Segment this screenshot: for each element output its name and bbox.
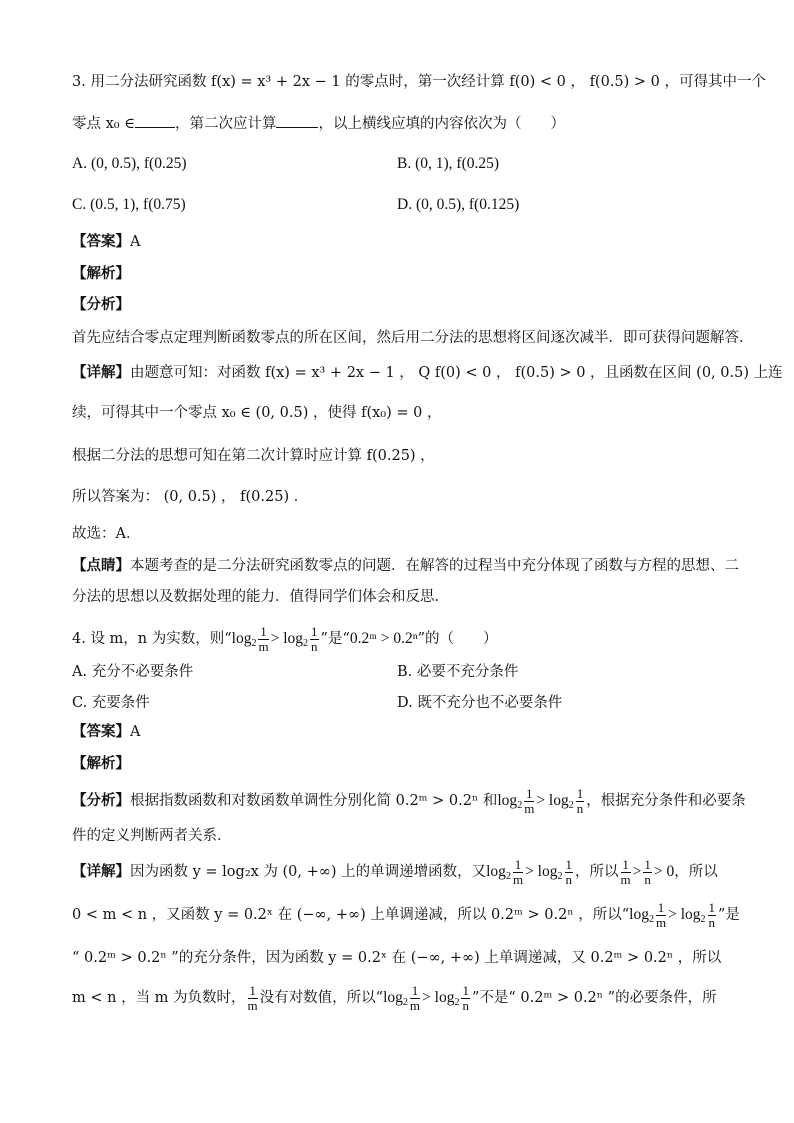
answer-tag: 【答案】 bbox=[72, 724, 130, 740]
q3-option-b: B. (0, 1), f(0.25) bbox=[397, 155, 500, 172]
q3-detail-line3: 根据二分法的思想可知在第二次计算时应计算 f(0.25) ， bbox=[72, 448, 435, 464]
q3-fenxi-tag: 【分析】 bbox=[72, 297, 130, 313]
q3-option-c: C. (0.5, 1), f(0.75) bbox=[72, 196, 186, 213]
q4-detail-4c: ”不是“ 0.2ᵐ > 0.2ⁿ ”的必要条件，所 bbox=[471, 990, 717, 1006]
q3-dianjing-line2: 分法的思想以及数据处理的能力．值得同学们体会和反思． bbox=[72, 589, 449, 605]
q4-detail-2b: ”是 bbox=[718, 907, 740, 923]
q4-analysis-tag: 【解析】 bbox=[72, 756, 130, 772]
q4-option-c: C. 充要条件 bbox=[72, 695, 150, 711]
fraction-inequality: $\frac{1}{m}$ > $\frac{1}{n}$ > 0 bbox=[620, 856, 675, 887]
detail-tag: 【详解】 bbox=[72, 365, 130, 381]
q4-detail-1b: ，所以 bbox=[575, 864, 619, 880]
q4-detail-line4 bbox=[72, 983, 722, 1018]
answer-value: A bbox=[130, 234, 141, 250]
q3-detail-line4: 所以答案为： (0, 0.5) ， f(0.25) ． bbox=[72, 489, 309, 505]
q3-fenxi-text: 首先应结合零点定理判断函数零点的所在区间，然后用二分法的思想将区间逐次减半．即可获得问题解答． bbox=[72, 330, 754, 346]
dianjing-tag: 【点睛】 bbox=[72, 558, 130, 574]
answer-value: A bbox=[130, 724, 141, 740]
q4-option-d: D. 既不充分也不必要条件 bbox=[397, 695, 563, 711]
q3-stem-line2-c: ，以上横线应填的内容依次为（ ） bbox=[318, 116, 565, 132]
q4-answer bbox=[72, 722, 722, 742]
detail-tag: 【详解】 bbox=[72, 864, 130, 880]
q3-stem-line2-a: 零点 x₀ ∈ bbox=[72, 116, 135, 132]
q4-stem-b: ”是“ bbox=[320, 631, 350, 647]
q4-fenxi-b: ，根据充分条件和必要条 bbox=[586, 793, 746, 809]
q4-option-a: A. 充分不必要条件 bbox=[72, 664, 194, 680]
one-over-m: $\frac{1}{m}$ bbox=[247, 982, 258, 1013]
q4-detail-2a: 0 < m < n ，又函数 y = 0.2ˣ 在 (−∞, +∞) 上单调递减，所以 0.2ᵐ > 0.2ⁿ ，所以“ bbox=[72, 907, 630, 923]
q3-option-d: D. (0, 0.5), f(0.125) bbox=[397, 196, 520, 213]
q4-stem-c: 0.2ᵐ > 0.2ⁿ bbox=[349, 630, 418, 647]
q4-detail-1a: 因为函数 y = log₂x 为 (0, +∞) 上的单调递增函数，又 bbox=[130, 864, 487, 880]
q4-stem-d: ”的（ ） bbox=[417, 631, 498, 647]
q3-detail-line1 bbox=[72, 363, 783, 383]
q3-answer bbox=[72, 232, 722, 252]
q4-detail-line2 bbox=[72, 899, 740, 935]
fenxi-tag: 【分析】 bbox=[72, 793, 130, 809]
answer-blank-1 bbox=[135, 127, 175, 128]
log-inequality: $\log_2$ $\frac{1}{m}$ > $\log_2$ $\frac{1}{n}$ bbox=[486, 856, 572, 887]
q4-option-b: B. 必要不充分条件 bbox=[397, 664, 519, 680]
q3-stem-line2-b: ，第二次应计算 bbox=[174, 116, 277, 132]
answer-tag: 【答案】 bbox=[72, 234, 130, 250]
log-inequality: $\log_2$ $\frac{1}{m}$ > $\log_2$ $\frac{1}{n}$ bbox=[231, 623, 318, 654]
q3-analysis-tag: 【解析】 bbox=[72, 266, 130, 282]
q4-fenxi-line2: 件的定义判断两者关系． bbox=[72, 828, 232, 844]
q4-fenxi-a: 根据指数函数和对数函数单调性分别化简 0.2ᵐ > 0.2ⁿ 和 bbox=[130, 793, 498, 809]
q4-detail-4b: 没有对数值，所以“ bbox=[259, 990, 384, 1006]
q3-detail-line2: 续，可得其中一个零点 x₀ ∈ (0, 0.5) ，使得 f(x₀) = 0 ， bbox=[72, 405, 442, 421]
q3-dianjing-text1: 本题考查的是二分法研究函数零点的问题．在解答的过程当中充分体现了函数与方程的思想、二 bbox=[130, 558, 739, 574]
q4-stem-a: 4. 设 m，n 为实数，则“ bbox=[72, 631, 232, 647]
log-inequality: $\log_2$ $\frac{1}{m}$ > $\log_2$ $\frac{1}{n}$ bbox=[497, 785, 584, 816]
q3-detail-line5: 故选：A． bbox=[72, 526, 141, 542]
q3-detail-text1: 由题意可知：对函数 f(x) = x³ + 2x − 1 ， Q f(0) < 0 ， f(0.5) > 0 ，且函数在区间 (0, 0.5) 上连 bbox=[130, 365, 783, 381]
q4-detail-line1 bbox=[72, 857, 722, 892]
q3-option-a: A. (0, 0.5), f(0.25) bbox=[72, 155, 187, 172]
q4-detail-1c: ，所以 bbox=[674, 864, 718, 880]
answer-blank-2 bbox=[276, 127, 318, 128]
q3-stem-line2 bbox=[72, 114, 722, 134]
q4-stem bbox=[72, 624, 722, 659]
q4-detail-line3: “ 0.2ᵐ > 0.2ⁿ ”的充分条件，因为函数 y = 0.2ˣ 在 (−∞, +∞) 上单调递减，又 0.2ᵐ > 0.2ⁿ ，所以 bbox=[72, 950, 722, 966]
log-inequality: $\log_2$ $\frac{1}{m}$ > $\log_2$ $\frac{1}{n}$ bbox=[383, 982, 469, 1013]
q3-dianjing-line1 bbox=[72, 556, 739, 576]
q4-detail-4a: m < n ，当 m 为负数时， bbox=[72, 990, 246, 1006]
q3-stem-line1: 3. 用二分法研究函数 f(x) = x³ + 2x − 1 的零点时，第一次经计算 f(0) < 0 ， f(0.5) > 0 ，可得其中一个 bbox=[72, 74, 767, 90]
q4-fenxi-line1 bbox=[72, 785, 746, 821]
log-inequality: $\log_2$ $\frac{1}{m}$ > $\log_2$ $\frac{1}{n}$ bbox=[629, 899, 716, 930]
